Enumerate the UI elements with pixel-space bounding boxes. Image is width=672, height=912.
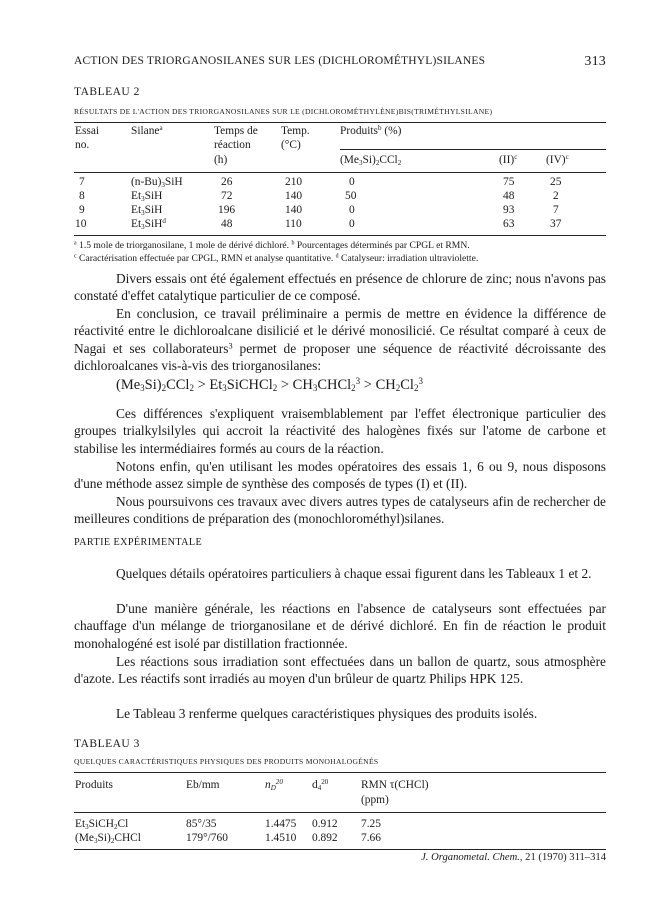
table3-caption: QUELQUES CARACTÉRISTIQUES PHYSIQUES DES PRODUITS MONOHALOGÉNÉS — [74, 757, 379, 766]
table-row: 8 — [79, 190, 85, 202]
table-cell: $(n-Bu)_3SiH$ — [131, 176, 183, 189]
table-cell: 72 — [221, 190, 233, 202]
table-cell: 1.4475 — [265, 818, 297, 830]
table-cell: 0 — [349, 176, 355, 188]
table3-label: TABLEAU 3 — [74, 738, 140, 750]
table-cell: 63 — [503, 218, 515, 230]
table-cell: $Et_3SiH^d$ — [131, 217, 166, 231]
page-number: 313 — [584, 54, 606, 69]
table-row: 10 — [75, 218, 87, 230]
paragraph: Le Tableau 3 renferme quelques caractéristiques physiques des produits isolés. — [116, 706, 538, 721]
table-cell: 179°/760 — [186, 832, 228, 844]
header-title: ACTION DES TRIORGANOSILANES SUR LES (DICHLOROMÉTHYL)SILANES — [74, 55, 486, 67]
table2-header-product-3: (IV)$^c$ — [546, 153, 569, 166]
paragraph: En conclusion, ce travail préliminaire a permis de mettre en évidence la différence de réactivité entre le dichloroalcane disilicié et le dérivé monosilicié. Ce résultat comparé à ceux de Nagai et ses collaborateurs$^3$ permet de proposer une séquence de réactivité décroissante des dichloroalcanes vis-à-vis des triorganosilanes: — [74, 306, 607, 374]
table3-header-produits: Produits — [75, 779, 113, 791]
table2-header-product-2: (II)$^c$ — [499, 153, 518, 166]
table-cell: 26 — [221, 176, 233, 188]
running-header — [74, 55, 606, 67]
table-cell: 0 — [349, 204, 355, 216]
table-cell: 2 — [553, 190, 559, 202]
table-cell: 196 — [218, 204, 236, 216]
table-cell: 0 — [349, 218, 355, 230]
table-cell: 25 — [550, 176, 562, 188]
paragraph: Divers essais ont été également effectués en présence de chlorure de zinc; nous n'avons pas constaté d'effet catalytique particulier de ce composé. — [74, 271, 606, 304]
table-cell: 1.4510 — [265, 832, 297, 844]
table2-label: TABLEAU 2 — [74, 86, 140, 98]
table-cell: 48 — [503, 190, 515, 202]
table-cell: 85°/35 — [186, 818, 217, 830]
table2-footnote-2: $^c$ Caractérisation effectuée par CPGL, RMN et analyse quantitative. $^d$ Catalyseur: irradiation ultraviolette. — [74, 253, 479, 264]
paragraph: Notons enfin, qu'en utilisant les modes opératoires des essais 1, 6 ou 9, nous disposons d'une méthode assez simple de synthèse des composés de types (I) et (II). — [74, 459, 606, 492]
table-cell: $Et_3SiH$ — [131, 204, 163, 217]
table-cell: 140 — [285, 190, 303, 202]
table-cell: 7.66 — [361, 832, 381, 844]
table3-header-rmn: RMN τ(CHCl) — [361, 779, 429, 791]
table2-header-no: no. — [75, 139, 90, 151]
table-cell: 7 — [553, 204, 559, 216]
table-row: 9 — [79, 204, 85, 216]
table-cell: 75 — [503, 176, 515, 188]
table2-footnote-1: $^a$ 1.5 mole de triorganosilane, 1 mole de dérivé dichloré. $^b$ Pourcentages déterminés par CPGL et RMN. — [74, 240, 470, 251]
table2-header-rule — [74, 172, 606, 173]
table-row: $Et_3SiCH_2Cl$ — [75, 818, 129, 831]
table2-top-rule — [74, 122, 606, 123]
table2-header-temp: Temp. — [281, 125, 310, 137]
table2-header-produits: Produits$^b$ (%) — [340, 124, 402, 137]
table2-header-hours: (h) — [214, 154, 228, 166]
journal-citation: J. Organometal. Chem., 21 (1970) 311–314 — [421, 852, 606, 863]
table2-header-celsius: (°C) — [281, 139, 301, 151]
table-cell: 37 — [550, 218, 562, 230]
table-cell: 7.25 — [361, 818, 381, 830]
table3-header-eb: Eb/mm — [186, 779, 220, 791]
table3-header-rule — [74, 812, 606, 813]
paragraph: Les réactions sous irradiation sont effectuées dans un ballon de quartz, sous atmosphère d'azote. Les réactifs sont irradiés au moyen d'un brûleur de quartz Philips HPK 125. — [74, 654, 606, 687]
table3-header-ppm: (ppm) — [361, 794, 389, 806]
table2-products-rule — [340, 149, 606, 150]
table-cell: 48 — [221, 218, 233, 230]
table-cell: $Et_3SiH$ — [131, 190, 163, 203]
table-cell: 210 — [285, 176, 303, 188]
table2-header-essai: Essai — [75, 125, 100, 137]
table-cell: 0.912 — [312, 818, 338, 830]
table-cell: 50 — [345, 190, 357, 202]
table3-top-rule — [74, 772, 606, 773]
table2-header-temps: Temps de — [214, 125, 258, 137]
paragraph: Nous poursuivons ces travaux avec divers autres types de catalyseurs afin de rechercher de meilleures conditions de préparation des (monochlorométhyl)silanes. — [74, 494, 606, 527]
table-cell: 93 — [503, 204, 515, 216]
table2-header-product-1: $(Me_3Si)_2CCl_2$ — [340, 154, 402, 167]
table2-caption: RÉSULTATS DE L'ACTION DES TRIORGANOSILANES SUR LE (DICHLOROMÉTHYLÈNE)BIS(TRIMÉTHYLSILANE) — [74, 107, 493, 116]
table2-header-reaction: réaction — [214, 139, 251, 151]
table-cell: 140 — [285, 204, 303, 216]
paragraph: D'une manière générale, les réactions en l'absence de catalyseurs sont effectuées par chauffage d'un mélange de triorganosilane et de dérivé dichloré. En fin de réaction le produit monohalogéné est isolé par distillation fractionnée. — [74, 601, 606, 651]
table2-bottom-rule — [74, 235, 606, 236]
table2-header-silane: Silane$^a$ — [131, 124, 163, 137]
reactivity-formula: $(Me_3Si)_2CCl_2$ > $Et_3SiCHCl_2$ > $CH_3CHCl_2^3 > CH_2Cl_2^3$ — [116, 376, 423, 394]
table3-header-n: $n_D^{20}$ — [265, 778, 283, 792]
table3-bottom-rule — [74, 849, 606, 850]
section-heading: PARTIE EXPÉRIMENTALE — [74, 537, 203, 548]
table-cell: 0.892 — [312, 832, 338, 844]
paragraph: Quelques détails opératoires particuliers à chaque essai figurent dans les Tableaux 1 et 2. — [116, 566, 592, 581]
table-row: $(Me_3Si)_2CHCl$ — [75, 832, 141, 845]
paragraph: Ces différences s'expliquent vraisemblablement par l'effet électronique particulier des groupes trialkylsilyles qui accroit la réactivité des halogènes fixés sur l'atome de carbone et stabilise les intermédiaires formés au cours de la réaction. — [74, 406, 606, 456]
table-row: 7 — [79, 176, 85, 188]
table3-header-d: $d_4^{20}$ — [312, 778, 329, 792]
table-cell: 110 — [285, 218, 302, 230]
